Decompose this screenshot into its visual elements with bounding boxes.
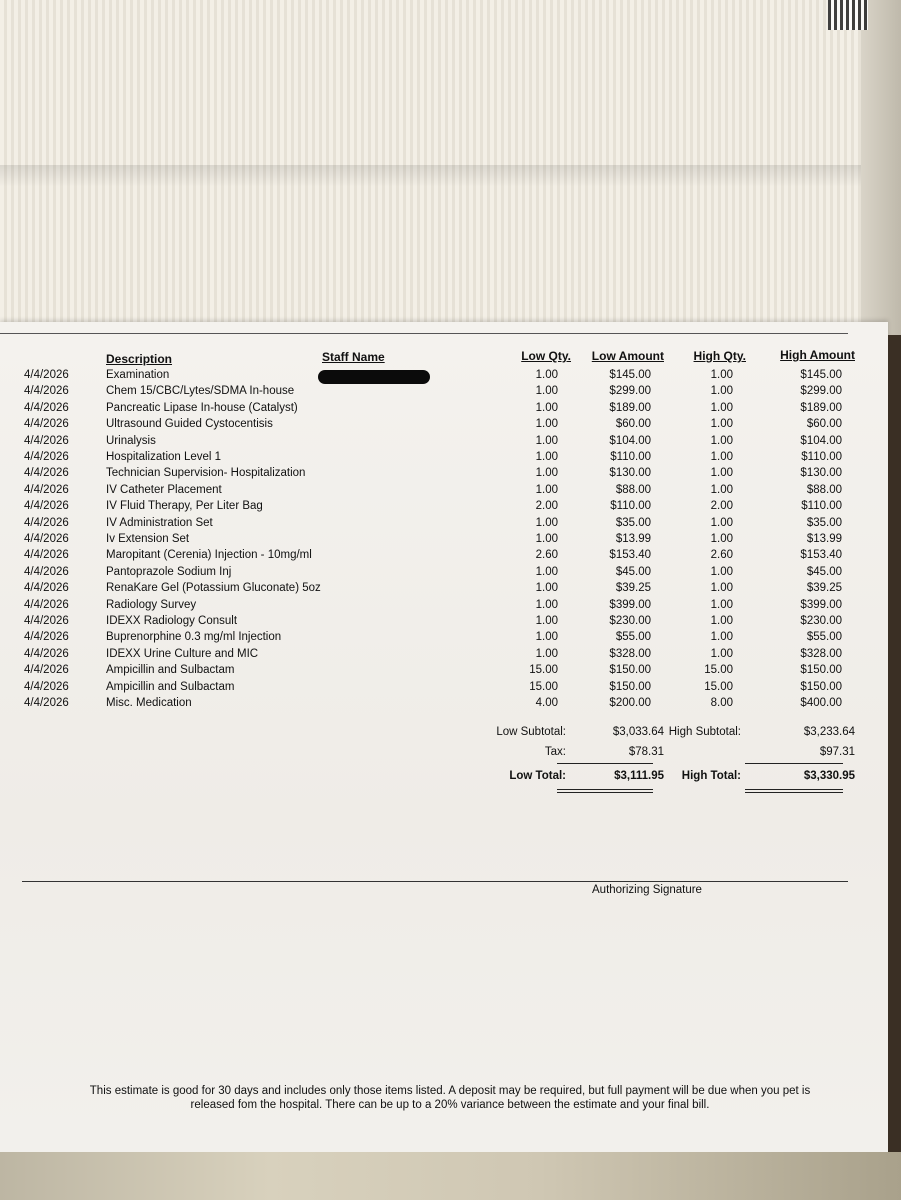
table-row <box>0 467 888 483</box>
item-low-qty: 1.00 <box>535 369 558 381</box>
item-date: 4/4/2026 <box>24 615 69 627</box>
item-low-amount: $150.00 <box>609 664 651 677</box>
item-low-amount: $88.00 <box>615 483 651 496</box>
footer-line-2: released fom the hospital. There can be up to a 20% variance between the estimate and your final bill. <box>190 1099 710 1111</box>
item-low-qty: 1.00 <box>535 533 558 545</box>
table-row <box>0 451 888 467</box>
item-high-amount: $189.00 <box>800 401 842 414</box>
item-high-amount: $110.00 <box>801 451 842 463</box>
item-high-qty: 2.00 <box>710 500 733 513</box>
item-description: Urinalysis <box>106 434 156 447</box>
item-low-amount: $189.00 <box>609 401 651 414</box>
item-description: Ultrasound Guided Cystocentisis <box>106 418 273 431</box>
item-high-amount: $60.00 <box>806 418 842 431</box>
table-row <box>0 697 888 713</box>
item-low-amount: $110.00 <box>610 451 651 463</box>
item-low-amount: $35.00 <box>615 516 651 529</box>
item-low-amount: $230.00 <box>609 615 651 627</box>
item-description: IV Fluid Therapy, Per Liter Bag <box>106 500 263 513</box>
item-description: Pancreatic Lipase In-house (Catalyst) <box>106 401 298 414</box>
item-high-amount: $39.25 <box>806 582 842 595</box>
item-high-amount: $88.00 <box>806 483 842 496</box>
item-description: Iv Extension Set <box>106 533 190 545</box>
item-high-amount: $145.00 <box>800 369 842 381</box>
barcode-icon <box>828 0 868 30</box>
item-date: 4/4/2026 <box>24 483 69 496</box>
item-high-qty: 1.00 <box>710 598 733 611</box>
item-description: IDEXX Urine Culture and MIC <box>106 647 259 660</box>
item-high-amount: $55.00 <box>806 631 842 644</box>
item-high-qty: 1.00 <box>710 631 733 644</box>
header-low-amount: Low Amount <box>591 349 664 363</box>
item-high-amount: $153.40 <box>800 549 842 562</box>
high-total-double-rule-1 <box>745 789 843 790</box>
signature-line <box>22 881 848 882</box>
item-description: IDEXX Radiology Consult <box>106 615 238 627</box>
item-high-amount: $13.99 <box>806 533 842 545</box>
item-date: 4/4/2026 <box>24 533 69 545</box>
item-high-qty: 8.00 <box>710 697 733 709</box>
item-low-amount: $130.00 <box>609 467 651 480</box>
item-high-amount: $400.00 <box>800 697 842 709</box>
item-date: 4/4/2026 <box>24 631 69 644</box>
high-tax-value: $97.31 <box>819 746 855 758</box>
item-low-qty: 1.00 <box>535 401 558 414</box>
item-low-amount: $39.25 <box>615 582 651 595</box>
item-high-amount: $104.00 <box>800 434 842 447</box>
item-low-amount: $200.00 <box>609 697 651 709</box>
low-total-double-rule-2 <box>557 792 653 793</box>
item-description: Hospitalization Level 1 <box>106 451 222 463</box>
item-date: 4/4/2026 <box>24 385 69 398</box>
item-low-qty: 1.00 <box>535 516 558 529</box>
table-row <box>0 648 888 664</box>
item-date: 4/4/2026 <box>24 500 69 513</box>
item-description: Pantoprazole Sodium Inj <box>106 565 232 578</box>
item-high-qty: 1.00 <box>710 582 733 595</box>
low-total-rule <box>557 763 653 764</box>
signature-label: Authorizing Signature <box>592 884 702 896</box>
item-description: Ampicillin and Sulbactam <box>106 680 235 693</box>
item-date: 4/4/2026 <box>24 418 69 431</box>
item-high-amount: $328.00 <box>800 647 842 660</box>
table-row <box>0 549 888 565</box>
item-high-qty: 1.00 <box>710 418 733 431</box>
item-high-qty: 2.60 <box>710 549 733 562</box>
item-high-qty: 15.00 <box>704 664 733 677</box>
item-low-amount: $45.00 <box>615 565 651 578</box>
item-date: 4/4/2026 <box>24 598 69 611</box>
item-high-qty: 1.00 <box>710 401 733 414</box>
high-total-value: $3,330.95 <box>803 770 855 782</box>
table-row <box>0 631 888 647</box>
item-low-amount: $328.00 <box>609 647 651 660</box>
item-high-amount: $230.00 <box>800 615 842 627</box>
item-high-qty: 1.00 <box>710 615 733 627</box>
item-description: IV Catheter Placement <box>106 483 222 496</box>
item-date: 4/4/2026 <box>24 467 69 480</box>
high-subtotal-label: High Subtotal: <box>668 726 741 738</box>
item-low-qty: 2.60 <box>535 549 558 562</box>
item-high-qty: 1.00 <box>710 467 733 480</box>
table-row <box>0 566 888 582</box>
item-high-qty: 1.00 <box>710 516 733 529</box>
item-description: Ampicillin and Sulbactam <box>106 664 235 677</box>
item-date: 4/4/2026 <box>24 647 69 660</box>
table-row <box>0 681 888 697</box>
item-high-amount: $45.00 <box>806 565 842 578</box>
footer-line-1: This estimate is good for 30 days and includes only those items listed. A deposit may be required, but full payment will be due when you pet is <box>89 1085 811 1097</box>
tax-label: Tax: <box>544 746 566 758</box>
item-low-qty: 1.00 <box>535 451 558 463</box>
footer-disclaimer <box>60 1084 840 1112</box>
background-edge <box>888 335 901 1155</box>
item-low-qty: 1.00 <box>535 582 558 595</box>
item-low-qty: 1.00 <box>535 598 558 611</box>
item-low-qty: 1.00 <box>535 467 558 480</box>
high-total-rule <box>745 763 843 764</box>
item-low-qty: 1.00 <box>535 631 558 644</box>
item-description: Examination <box>106 369 170 381</box>
low-subtotal-label: Low Subtotal: <box>496 726 566 738</box>
header-staff-name: Staff Name <box>322 350 385 364</box>
table-row <box>0 582 888 598</box>
item-high-qty: 1.00 <box>710 369 733 381</box>
low-subtotal-value: $3,033.64 <box>612 726 664 738</box>
item-low-amount: $145.00 <box>609 369 651 381</box>
item-low-amount: $104.00 <box>609 434 651 447</box>
item-high-amount: $299.00 <box>800 385 842 398</box>
item-date: 4/4/2026 <box>24 565 69 578</box>
item-high-qty: 1.00 <box>710 565 733 578</box>
low-total-value: $3,111.95 <box>614 770 664 782</box>
item-date: 4/4/2026 <box>24 516 69 529</box>
item-date: 4/4/2026 <box>24 401 69 414</box>
item-high-amount: $150.00 <box>800 680 842 693</box>
table-row <box>0 533 888 549</box>
table-row <box>0 500 888 516</box>
table-row <box>0 418 888 434</box>
item-low-qty: 2.00 <box>535 500 558 513</box>
header-low-qty: Low Qty. <box>521 349 571 363</box>
item-date: 4/4/2026 <box>24 680 69 693</box>
item-description: IV Administration Set <box>106 516 213 529</box>
background-fabric <box>0 1152 901 1200</box>
low-total-double-rule-1 <box>557 789 653 790</box>
item-date: 4/4/2026 <box>24 434 69 447</box>
item-low-amount: $13.99 <box>615 533 651 545</box>
item-low-amount: $299.00 <box>609 385 651 398</box>
table-row <box>0 435 888 451</box>
item-date: 4/4/2026 <box>24 369 69 381</box>
item-low-amount: $153.40 <box>609 549 651 562</box>
item-low-amount: $399.00 <box>609 598 651 611</box>
item-high-amount: $110.00 <box>801 500 842 513</box>
item-description: Buprenorphine 0.3 mg/ml Injection <box>106 631 282 644</box>
item-low-qty: 1.00 <box>535 434 558 447</box>
item-low-qty: 1.00 <box>535 418 558 431</box>
item-date: 4/4/2026 <box>24 582 69 595</box>
item-high-qty: 1.00 <box>710 385 733 398</box>
item-low-qty: 1.00 <box>535 615 558 627</box>
item-date: 4/4/2026 <box>24 451 69 463</box>
item-high-amount: $130.00 <box>800 467 842 480</box>
table-row <box>0 402 888 418</box>
top-rule <box>0 333 848 334</box>
item-low-amount: $150.00 <box>609 680 651 693</box>
table-row <box>0 599 888 615</box>
item-description: RenaKare Gel (Potassium Gluconate) 5oz <box>106 582 321 595</box>
envelope-edge <box>861 0 901 335</box>
header-description: Description <box>106 352 173 366</box>
table-row <box>0 517 888 533</box>
item-high-amount: $35.00 <box>806 516 842 529</box>
item-description: Radiology Survey <box>106 598 197 611</box>
high-total-label: High Total: <box>681 770 741 782</box>
table-row <box>0 484 888 500</box>
header-high-qty: High Qty. <box>693 349 746 363</box>
item-description: Technician Supervision- Hospitalization <box>106 467 306 480</box>
item-low-qty: 4.00 <box>535 697 558 709</box>
low-tax-value: $78.31 <box>628 746 664 758</box>
item-description: Chem 15/CBC/Lytes/SDMA In-house <box>106 385 295 398</box>
item-date: 4/4/2026 <box>24 664 69 677</box>
item-high-qty: 1.00 <box>710 434 733 447</box>
item-high-amount: $399.00 <box>800 598 842 611</box>
item-high-amount: $150.00 <box>800 664 842 677</box>
item-high-qty: 15.00 <box>704 680 733 693</box>
item-low-qty: 15.00 <box>529 680 558 693</box>
table-row <box>0 664 888 680</box>
item-low-qty: 15.00 <box>529 664 558 677</box>
table-row <box>0 615 888 631</box>
item-low-amount: $60.00 <box>615 418 651 431</box>
envelope-flap <box>0 165 901 187</box>
header-high-amount: High Amount <box>780 348 855 362</box>
item-high-qty: 1.00 <box>710 533 733 545</box>
high-total-double-rule-2 <box>745 792 843 793</box>
item-low-amount: $110.00 <box>610 500 651 513</box>
table-row <box>0 369 888 385</box>
item-low-qty: 1.00 <box>535 565 558 578</box>
item-description: Maropitant (Cerenia) Injection - 10mg/ml <box>106 549 312 562</box>
item-low-qty: 1.00 <box>535 385 558 398</box>
high-subtotal-value: $3,233.64 <box>803 726 855 738</box>
item-low-qty: 1.00 <box>535 647 558 660</box>
item-date: 4/4/2026 <box>24 697 69 709</box>
low-total-label: Low Total: <box>509 770 566 782</box>
item-description: Misc. Medication <box>106 697 192 709</box>
item-low-qty: 1.00 <box>535 483 558 496</box>
item-low-amount: $55.00 <box>615 631 651 644</box>
table-row <box>0 385 888 401</box>
item-high-qty: 1.00 <box>710 451 733 463</box>
item-high-qty: 1.00 <box>710 647 733 660</box>
item-date: 4/4/2026 <box>24 549 69 562</box>
item-high-qty: 1.00 <box>710 483 733 496</box>
